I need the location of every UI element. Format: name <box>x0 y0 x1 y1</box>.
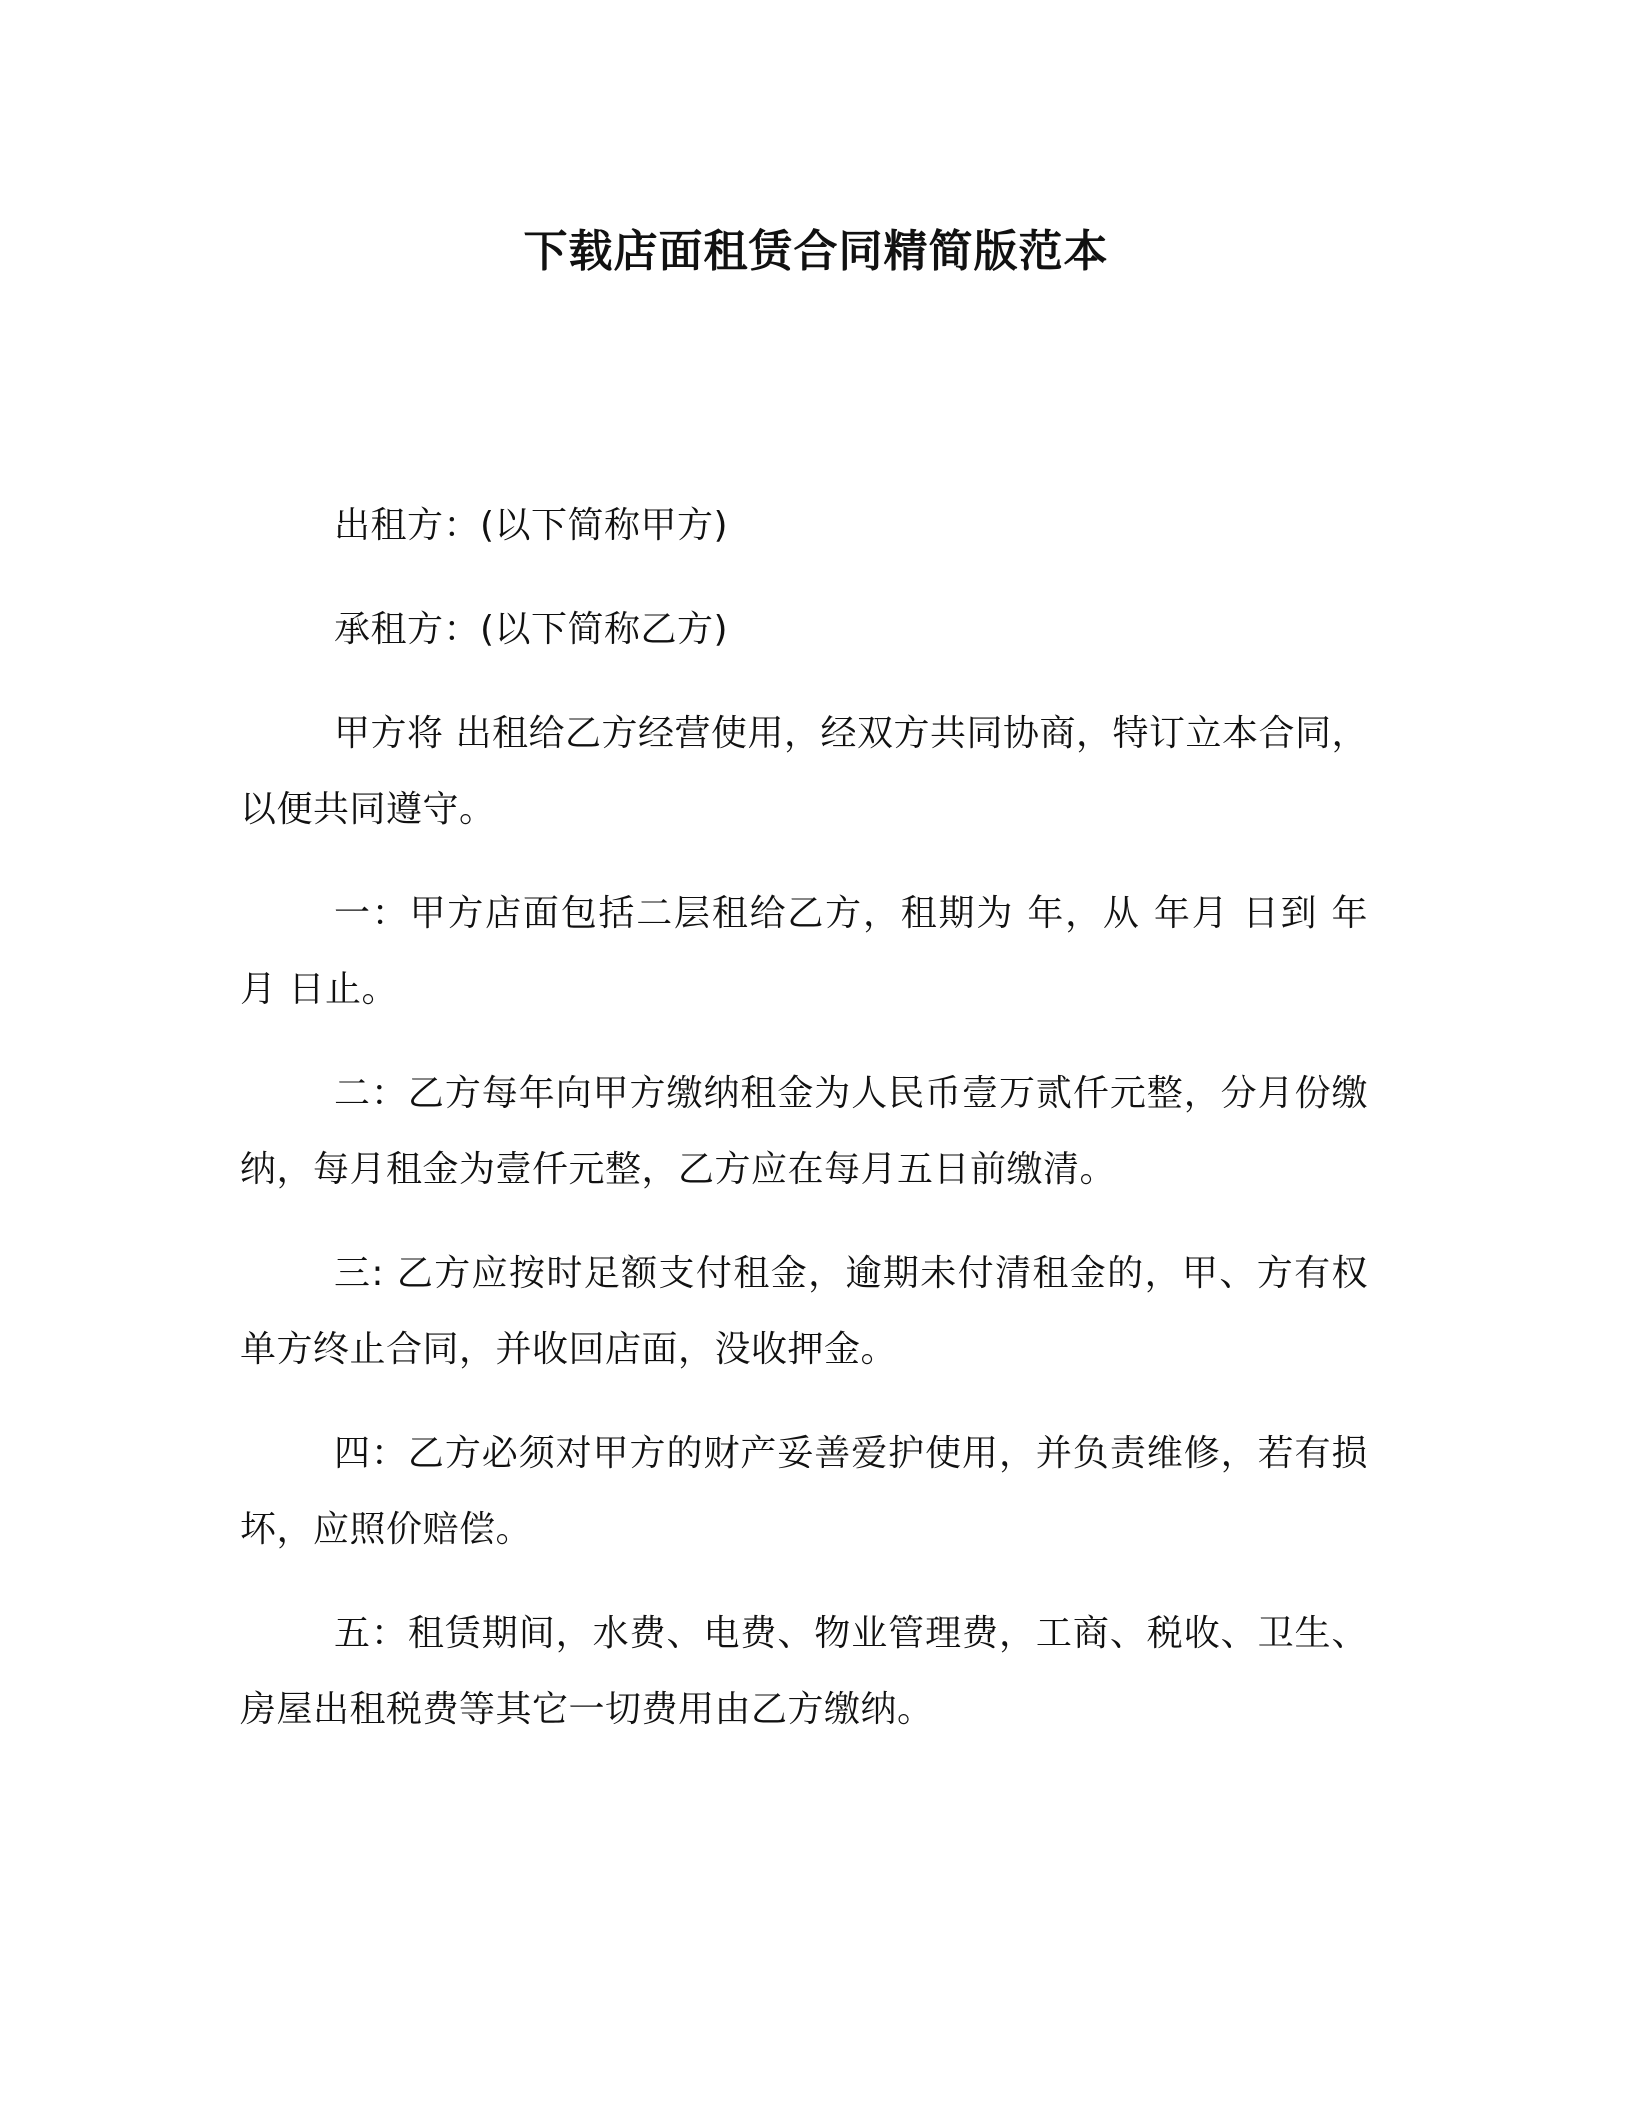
article-3: 三: 乙方应按时足额支付租金，逾期未付清租金的，甲、方有权单方终止合同，并收回店面，没收押金。 <box>240 1253 1368 1370</box>
article-2: 二：乙方每年向甲方缴纳租金为人民币壹万贰仟元整，分月份缴纳，每月租金为壹仟元整，乙方应在每月五日前缴清。 <box>240 1073 1368 1190</box>
document-body <box>240 488 1368 1748</box>
article-4: 四：乙方必须对甲方的财产妥善爱护使用，并负责维修，若有损坏，应照价赔偿。 <box>240 1433 1368 1550</box>
lessee-line: 承租方：(以下简称乙方) <box>334 609 729 650</box>
article-5: 五：租赁期间，水费、电费、物业管理费，工商、税收、卫生、房屋出租税费等其它一切费用由乙方缴纳。 <box>240 1613 1368 1730</box>
lessor-line: 出租方：(以下简称甲方) <box>334 505 729 546</box>
intro-paragraph: 甲方将 出租给乙方经营使用，经双方共同协商，特订立本合同，以便共同遵守。 <box>240 713 1368 830</box>
article-1: 一：甲方店面包括二层租给乙方，租期为 年，从 年月 日到 年 月 日止。 <box>240 893 1368 1010</box>
document-title: 下载店面租赁合同精简版范本 <box>523 226 1109 277</box>
